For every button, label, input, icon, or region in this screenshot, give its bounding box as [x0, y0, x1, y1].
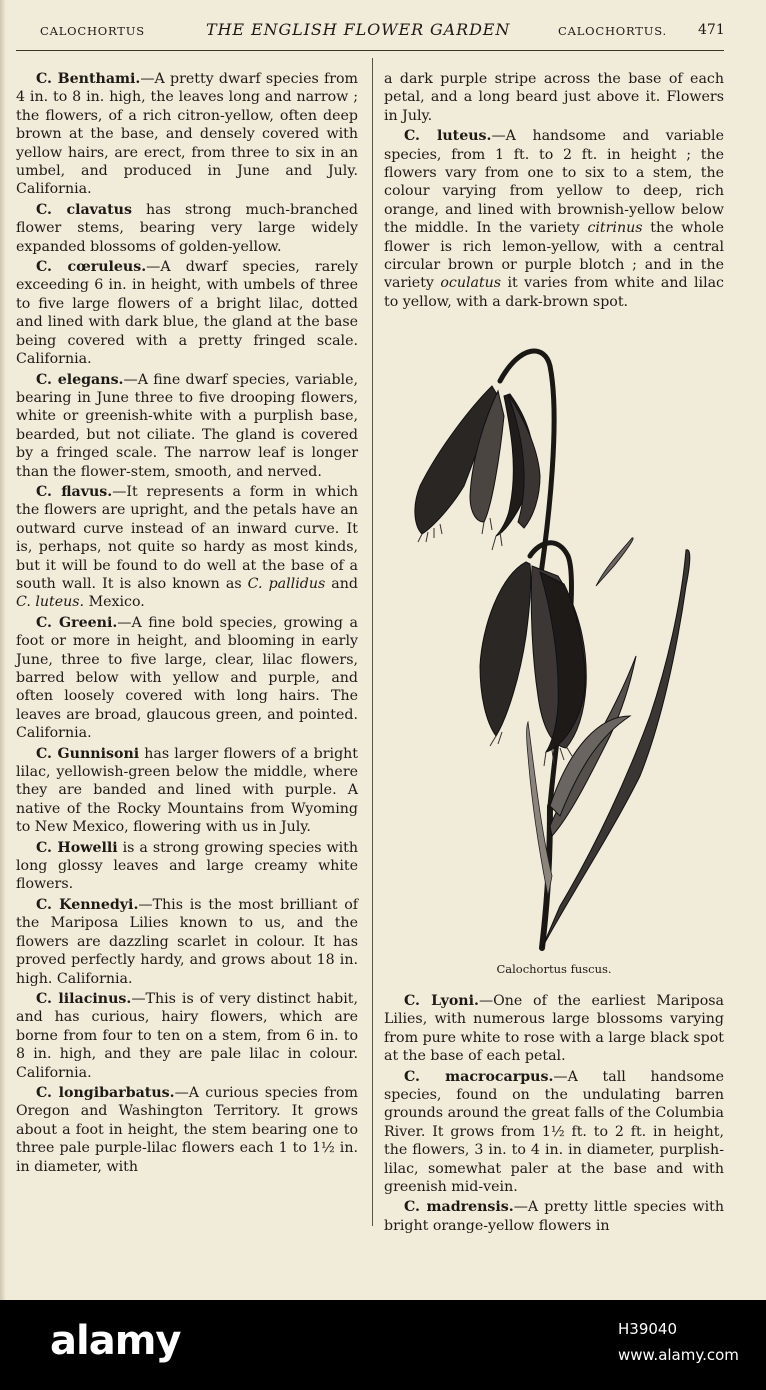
entry-text: —This is of very distinct habit, and has curious, hairy flowers, which are borne from four to ten on a stem, from 6 in. to 8 in. high, and they are pale lilac in colour. California. — [16, 990, 358, 1081]
entry-longibarbatus — [16, 1084, 358, 1176]
species-name: C. Gunnisoni — [36, 745, 140, 762]
entry-text: has strong much-branched flower stems, bearing very large widely expanded blossoms of golden-yellow. — [16, 201, 359, 255]
entry-greeni — [16, 614, 358, 743]
entry-text: —A fine dwarf species, variable, bearing in June three to five drooping flowers, white or greenish-white with a purplish base, bearded, but not ciliate. The gland is covered by a fringed scale. The narrow leaf is longer than the flower-stem, smooth, and nerved. — [16, 371, 358, 480]
entry-clavatus — [16, 201, 358, 256]
species-name: C. macrocarpus. — [404, 1068, 554, 1085]
species-name: C. luteus. — [404, 128, 492, 145]
page-number: 471 — [698, 22, 725, 38]
entry-lyoni — [384, 992, 724, 1066]
book-title: THE ENGLISH FLOWER GARDEN — [206, 20, 511, 39]
entry-text: —A pretty little species with bright orange-yellow flowers in — [384, 1199, 724, 1234]
entry-luteus — [384, 127, 724, 311]
stock-watermark-bar — [0, 1300, 766, 1390]
entry-text: is a strong growing species with long glossy leaves and large creamy white flowers. — [16, 839, 358, 893]
entry-text: —A tall handsome species, found on the undulating barren grounds around the great falls of the Columbia River. It grows from 1½ ft. to 2 ft. in height, the flowers, 3 in. to 4 in. in diameter, purplish-lilac, somewhat paler at the base and with greenish mid-vein. — [384, 1068, 724, 1196]
calochortus-illustration — [400, 336, 700, 956]
entry-text: —A curious species from Oregon and Washington Territory. It grows about a foot in height, the stem bearing one to three pale purple-lilac flowers each 1 to 1½ in. in diameter, with — [16, 1084, 358, 1175]
site-url: www.alamy.com — [618, 1346, 739, 1364]
synonym-italic: C. pallidus — [247, 575, 326, 592]
variety-italic: oculatus — [440, 275, 502, 292]
entry-kennedyi — [16, 896, 358, 988]
entry-madrensis — [384, 1198, 724, 1235]
left-column — [16, 70, 358, 1178]
entry-text: it varies from white and lilac to yellow, with a dark-brown spot. — [384, 275, 725, 310]
species-name: C. madrensis. — [404, 1199, 514, 1216]
running-head-left: CALOCHORTUS — [40, 24, 145, 38]
figure-caption: Calochortus fuscus. — [496, 962, 612, 976]
entry-text: has larger flowers of a bright lilac, yellowish-green below the middle, where they are banded and lined with purple. A native of the Rocky Mountains from Wyoming to New Mexico, flowering with us in July. — [16, 745, 359, 836]
entry-howelli — [16, 839, 358, 894]
right-column-top — [384, 70, 724, 313]
species-name: C. cœruleus. — [36, 259, 147, 276]
entry-gunnisoni — [16, 745, 358, 837]
synonym-italic: C. luteus. — [16, 594, 85, 611]
running-head-right: CALOCHORTUS. — [558, 24, 667, 38]
entry-text: —A handsome and variable species, from 1 ft. to 2 ft. in height ; the flowers vary from one to six to a stem, the colour varying from yellow to deep, rich orange, and lined with brownish-yellow below the middle. In the variety — [384, 128, 724, 237]
entry-text: —A dwarf species, rarely exceeding 6 in. in height, with umbels of three to five large flowers of a bright lilac, dotted and lined with dark blue, the gland at the base being covered with a pretty fringed scale. California. — [16, 259, 358, 368]
header-rule — [16, 50, 724, 51]
entry-text: —This is the most brilliant of the Mariposa Lilies known to us, and the flowers are dazzling scarlet in colour. It has proved perfectly hardy, and grows about 18 in. high. California. — [16, 896, 358, 987]
species-name: C. clavatus — [36, 201, 132, 218]
leaf — [596, 538, 633, 586]
species-name: C. flavus. — [36, 483, 113, 500]
entry-text: —One of the earliest Mariposa Lilies, with numerous large blossoms varying from pure white to rose with a large black spot at the base of each petal. — [384, 993, 724, 1065]
species-name: C. elegans. — [36, 371, 124, 388]
entry-text: and — [325, 575, 358, 592]
column-divider — [372, 58, 373, 1226]
species-name: C. Kennedyi. — [36, 896, 139, 913]
entry-continuation: a dark purple stripe across the base of each petal, and a long beard just above it. Flowers in July. — [384, 71, 724, 124]
species-name: C. Howelli — [36, 839, 118, 856]
entry-lilacinus — [16, 990, 358, 1082]
entry-text: Mexico. — [84, 594, 145, 611]
upper-flower — [415, 386, 540, 550]
entry-flavus — [16, 483, 358, 612]
species-name: C. lilacinus. — [36, 990, 132, 1007]
running-header — [38, 18, 728, 46]
species-name: C. Benthami. — [36, 71, 141, 87]
right-column-bottom — [384, 992, 724, 1237]
entry-text: the whole flower is rich lemon-yellow, with a central circular brown or purple blotch ; and in the variety — [384, 220, 724, 292]
species-name: C. longibarbatus. — [36, 1084, 175, 1101]
entry-macrocarpus — [384, 1068, 724, 1197]
species-name: C. Lyoni. — [404, 993, 479, 1009]
entry-text: —It represents a form in which the flowers are upright, and the petals have an outward curve instead of an inward curve. It is, perhaps, not quite so hardy as most kinds, but it will be found to do well at the base of a south wall. It is also known as — [16, 483, 358, 592]
entry-elegans — [16, 371, 358, 481]
image-id: H39040 — [618, 1320, 677, 1338]
page-spine-shadow — [0, 0, 6, 1300]
brand-logo: alamy — [50, 1318, 181, 1364]
entry-coeruleus — [16, 258, 358, 368]
variety-italic: citrinus — [587, 220, 643, 237]
entry-text: —A pretty dwarf species from 4 in. to 8 in. high, the leaves long and narrow ; the flowers, of a rich citron-yellow, often deep brown at the base, and densely covered with yellow hairs, are erect, from three to six in an umbel, and produced in June and July. California. — [16, 71, 358, 198]
species-name: C. Greeni. — [36, 614, 118, 631]
entry-benthami — [16, 70, 358, 199]
entry-text: —A fine bold species, growing a foot or more in height, and blooming in early June, three to five large, clear, lilac flowers, barred below with yellow and purple, and often loosely covered with long hairs. The leaves are broad, glaucous green, and pointed. California. — [16, 614, 358, 742]
